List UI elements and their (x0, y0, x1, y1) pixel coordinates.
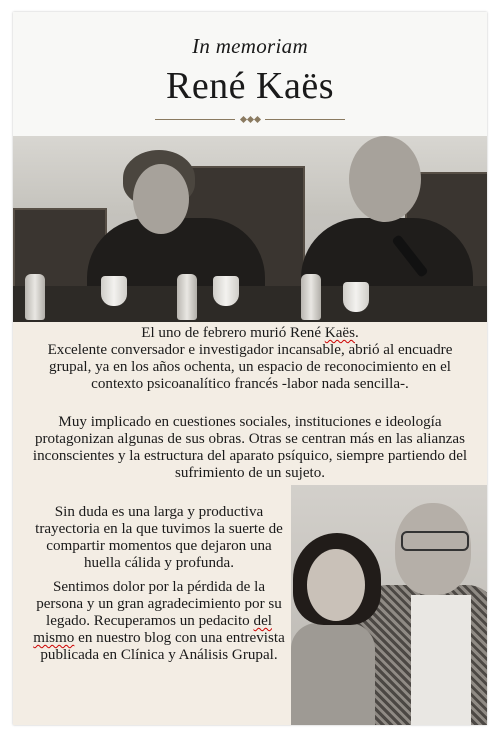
ornament-icon (241, 116, 259, 124)
divider-line-left (155, 119, 235, 120)
paragraph-intro: El uno de febrero murió René Kaës. Excelente conversador e investigador incansable, abrió al encuadre grupal, ya en los años ochenta, un espacio de reconocimiento en el contexto psicoanalítico francés -labor nada sencilla-. (47, 325, 453, 392)
photo-sweater (291, 623, 375, 725)
header-subtitle: In memoriam (192, 34, 308, 58)
photo-bottle (177, 274, 197, 320)
gratitude-text-end: en nuestro blog con una entrevista publicada en Clínica y Análisis Grupal. (40, 630, 285, 663)
paragraph-works: Muy implicado en cuestiones sociales, instituciones e ideología protagonizan algunas de sus obras. Otras se centran más en las alianzas inconscientes y la estructura del aparato psíquico, siempre partiendo del sufrimiento de un sujeto. (32, 414, 468, 481)
portrait-photo (291, 485, 487, 725)
header-name: René Kaës (165, 65, 335, 107)
photo-glass (213, 276, 239, 306)
paragraph-trajectory: Sin duda es una larga y productiva trayectoria en la que tuvimos la suerte de compartir momentos que dejaron una huella cálida y profunda. (35, 504, 283, 571)
divider-line-right (265, 119, 345, 120)
photo-head (133, 164, 189, 234)
photo-bottle (25, 274, 45, 320)
paragraph-gratitude (29, 579, 289, 664)
gratitude-text: Sentimos dolor por la pérdida de la persona y un gran agradecimiento por su legado. Recuperamos un pedacito (36, 579, 282, 629)
conference-photo (13, 136, 487, 322)
ornamental-divider (155, 117, 345, 123)
intro-text-rest: Excelente conversador e investigador incansable, abrió al encuadre grupal, ya en los años ochenta, un espacio de reconocimiento en el contexto psicoanalítico francés -labor nada sencilla-. (47, 342, 453, 392)
intro-name: Kaës (324, 325, 355, 341)
intro-text: El uno de febrero murió René (141, 325, 322, 341)
photo-shirt (411, 595, 471, 725)
photo-table (13, 286, 487, 322)
memorial-card (13, 12, 487, 725)
gratitude-word-mismo: mismo (33, 630, 75, 646)
photo-glass (343, 282, 369, 312)
photo-glass (101, 276, 127, 306)
photo-head (307, 549, 365, 621)
card-header (13, 12, 487, 136)
photo-head (349, 136, 421, 222)
photo-bottle (301, 274, 321, 320)
gratitude-word-del: del (253, 613, 272, 629)
glasses-icon (401, 531, 469, 551)
